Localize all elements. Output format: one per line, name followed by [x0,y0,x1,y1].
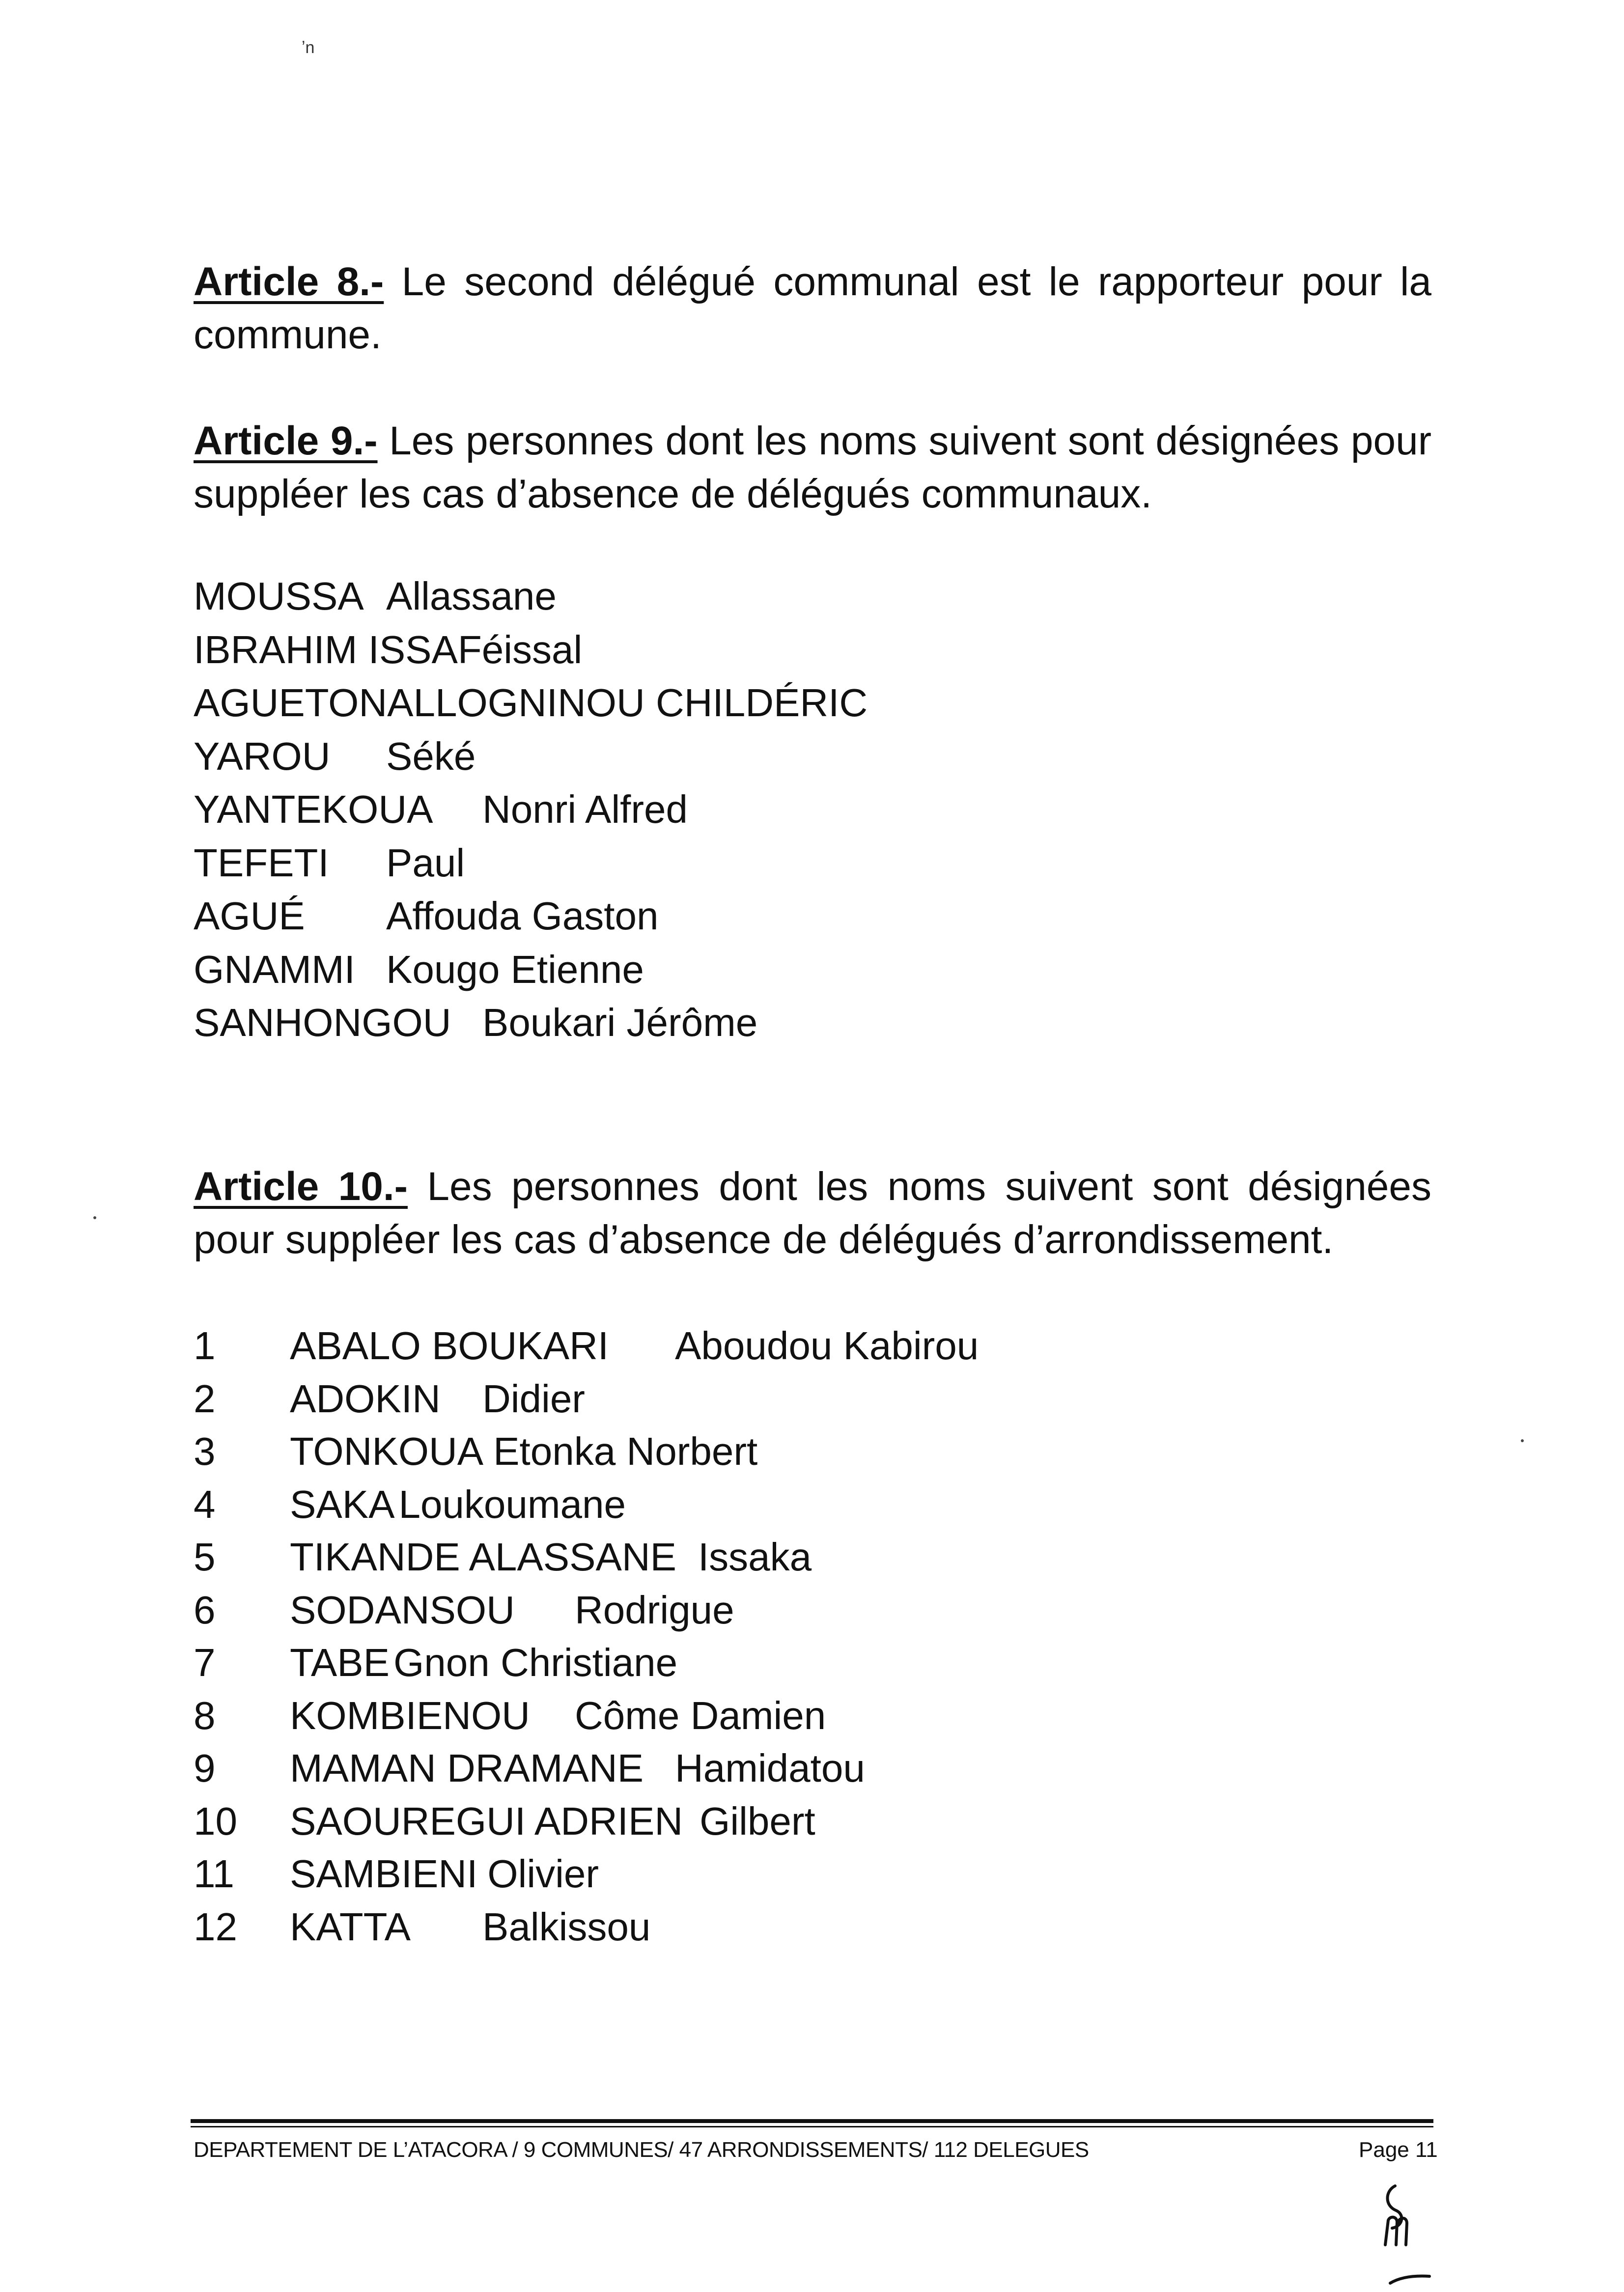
list-item [194,943,868,997]
surname: SODANSOU [290,1588,515,1632]
surname: ADOKIN [290,1376,441,1421]
row-number: 10 [194,1799,237,1843]
article-8-label: Article 8.- [194,259,384,304]
row-number: 11 [194,1852,235,1896]
scan-speck [1521,1439,1524,1442]
surname: TEFETI [194,840,329,885]
surname: TONKOUA [290,1429,484,1473]
given-name: Gnon Christiane [393,1641,678,1684]
given-name: Nonri Alfred [482,787,688,831]
row-number: 9 [194,1746,216,1790]
surname: ABALO BOUKARI [290,1324,609,1368]
article-10-text: Les personnes dont les noms suivent sont désignées pour suppléer les cas d’absence de délégués d’arrondissement. [194,1164,1432,1262]
arrondissement-substitutes-list [194,1319,979,1953]
surname: TABE [290,1641,390,1684]
row-number: 7 [194,1641,216,1684]
surname: TIKANDE ALASSANE [290,1535,676,1579]
article-8-text: Le second délégué communal est le rapporteur pour la commune. [194,259,1431,357]
communal-substitutes-list [194,570,868,1050]
surname: SAKA [290,1482,395,1526]
scan-mark: ʼn [302,38,315,57]
list-item [194,570,868,623]
row-number: 4 [194,1482,216,1526]
article-9 [194,415,1431,521]
given-name: Kougo Etienne [386,947,644,991]
table-row [194,1847,979,1901]
given-name: Didier [482,1376,585,1421]
given-name: Olivier [487,1852,599,1896]
scan-speck [93,1216,96,1219]
row-number: 6 [194,1588,216,1632]
surname: YANTEKOUA [194,787,433,831]
given-name: Allassane [386,574,557,618]
given-name: Balkissou [482,1904,651,1949]
table-row [194,1531,979,1584]
row-number: 2 [194,1376,216,1421]
given-name: ALLOGNINOU CHILDÉRIC [387,681,868,725]
surname: KOMBIENOU [290,1693,530,1737]
given-name: Gilbert [700,1799,815,1843]
given-name: Côme Damien [575,1693,826,1737]
footer-rule [191,2119,1433,2123]
surname: SAMBIENI [290,1852,478,1896]
given-name: Loukoumane [398,1482,626,1526]
footer-department: DEPARTEMENT DE L’ATACORA / 9 COMMUNES/ 47 ARRONDISSEMENTS/ 112 DELEGUES [194,2138,1089,2162]
list-item [194,783,868,837]
article-10 [194,1160,1431,1266]
given-name: Paul [386,840,465,885]
table-row [194,1636,979,1689]
row-number: 12 [194,1904,237,1949]
given-name: Séké [386,734,476,778]
given-name: Etonka Norbert [493,1429,758,1473]
row-number: 3 [194,1429,216,1473]
surname: MAMAN DRAMANE [290,1746,644,1790]
article-9-label: Article 9.- [194,419,378,463]
surname: YAROU [194,734,331,778]
surname: SANHONGOU [194,1001,451,1044]
surname: AGUETON [194,681,388,725]
footer-rule-thin [191,2126,1433,2127]
surname: MOUSSA [194,574,364,618]
table-row [194,1425,979,1478]
table-row [194,1319,979,1372]
page-number: Page 11 [1359,2138,1438,2162]
given-name: Rodrigue [575,1588,734,1632]
table-row [194,1478,979,1531]
given-name: Hamidatou [675,1746,865,1790]
row-number: 1 [194,1324,216,1368]
list-item [194,890,868,943]
list-item [194,837,868,890]
surname: KATTA [290,1904,411,1949]
surname: SAOUREGUI ADRIEN [290,1799,683,1843]
given-name: Affouda Gaston [386,894,659,938]
table-row [194,1742,979,1795]
list-item [194,623,868,677]
surname: AGUÉ [194,894,305,938]
row-number: 8 [194,1693,216,1737]
surname: GNAMMI [194,947,355,991]
table-row [194,1901,979,1954]
row-number: 5 [194,1535,216,1579]
list-item [194,996,868,1050]
table-row [194,1795,979,1848]
article-9-text: Les personnes dont les noms suivent sont désignées pour suppléer les cas d’absence de délégués communaux. [194,419,1431,516]
article-8 [194,255,1431,362]
list-item [194,676,868,730]
list-item [194,730,868,783]
given-name: Boukari Jérôme [482,1001,758,1044]
table-row [194,1372,979,1426]
given-name: Issaka [698,1535,812,1579]
table-row [194,1584,979,1637]
given-name: Féissal [457,627,583,671]
handwritten-initials-icon [1356,2171,1454,2289]
surname: IBRAHIM ISSA [194,627,458,671]
given-name: Aboudou Kabirou [675,1324,979,1368]
article-10-label: Article 10.- [194,1164,408,1209]
table-row [194,1689,979,1742]
